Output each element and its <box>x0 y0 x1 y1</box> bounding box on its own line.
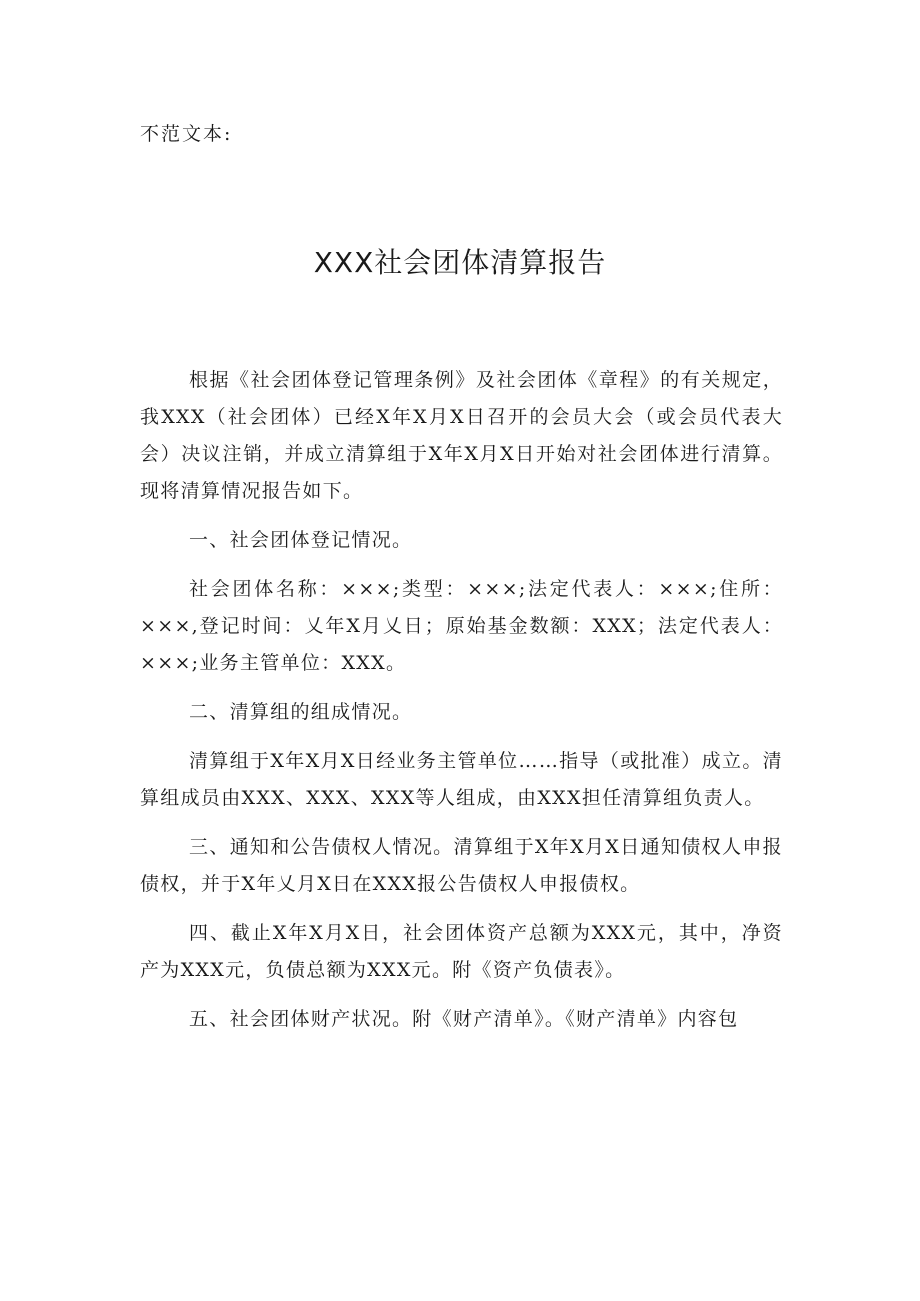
paragraph-liquidation-group: 清算组于X年X月X日经业务主管单位……指导（或批准）成立。清算组成员由XXX、XXX、XXX等人组成，由XXX担任清算组负责人。 <box>140 750 783 809</box>
paragraph-registration-details: 社会团体名称：×××;类型：×××;法定代表人：×××;住所：×××,登记时间：乂年X月乂日；原始基金数额：XXX；法定代表人：×××;业务主管单位：XXX。 <box>140 578 783 674</box>
paragraph-creditor-notice: 三、通知和公告债权人情况。清算组于X年X月X日通知债权人申报债权，并于X年乂月X日在XXX报公告债权人申报债权。 <box>140 836 783 895</box>
paragraph-property-status: 五、社会团体财产状况。附《财产清单》。《财产清单》内容包 <box>189 1008 739 1030</box>
section-heading-liquidation-group: 二、清算组的组成情况。 <box>189 701 413 723</box>
paragraph-intro: 根据《社会团体登记管理条例》及社会团体《章程》的有关规定，我XXX（社会团体）已经X年X月X日召开的会员大会（或会员代表大会）决议注销，并成立清算组于X年X月X日开始对社会团体进行清算。现将清算情况报告如下。 <box>140 369 783 502</box>
document-title: XXX社会团体清算报告 <box>313 246 607 279</box>
section-heading-registration: 一、社会团体登记情况。 <box>189 529 413 551</box>
document-label: 不范文本: <box>140 123 233 145</box>
document-body <box>140 362 783 1038</box>
paragraph-assets: 四、截止X年X月X日，社会团体资产总额为XXX元，其中，净资产为XXX元，负债总额为XXX元。附《资产负债表》。 <box>140 922 783 981</box>
